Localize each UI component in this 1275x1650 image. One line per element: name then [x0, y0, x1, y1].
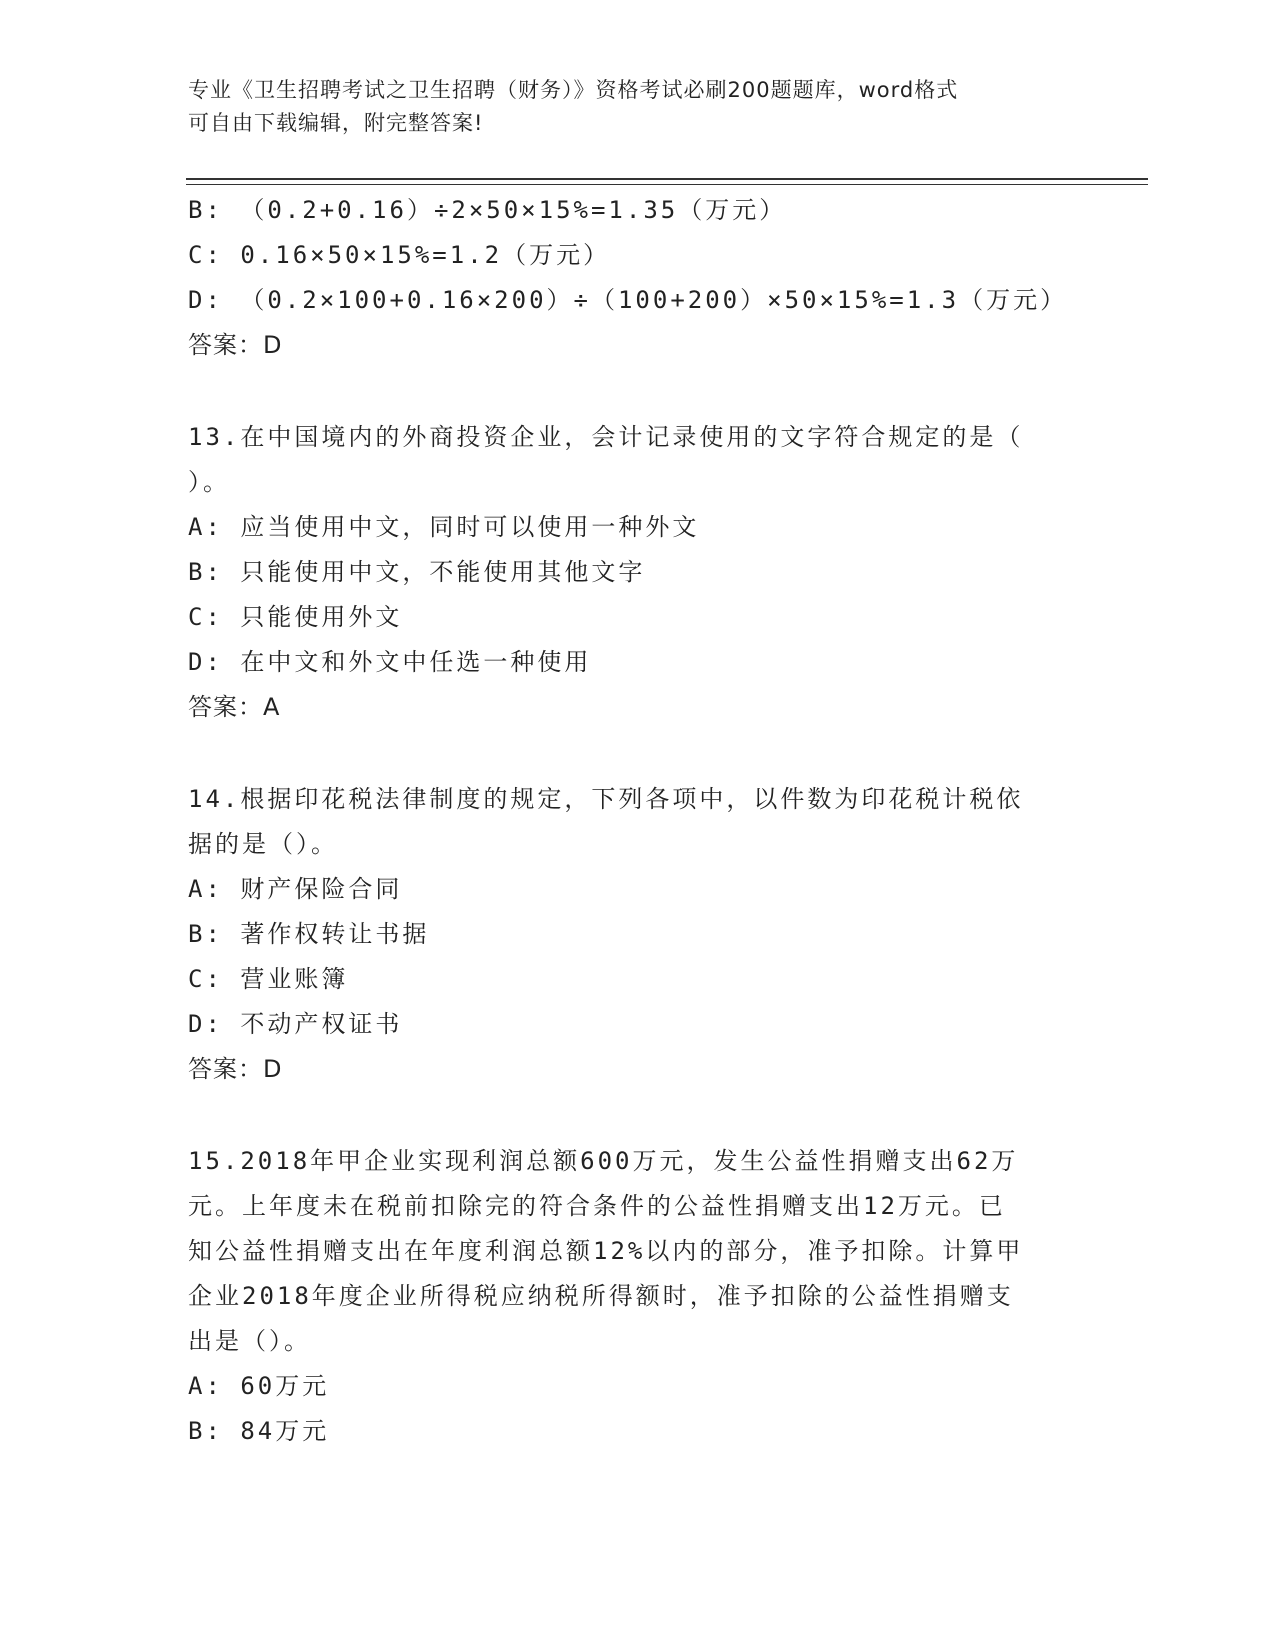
q13-text-line-2: ）。 [188, 468, 230, 496]
q13-text-line-1: 13.在中国境内的外商投资企业，会计记录使用的文字符合规定的是（ [188, 423, 1024, 451]
q15-option-b: B: 84万元 [188, 1417, 330, 1445]
q14-answer: 答案：D [188, 1055, 283, 1083]
q12-option-b: B: （0.2+0.16）÷2×50×15%=1.35（万元） [188, 196, 787, 224]
q14-option-a: A: 财产保险合同 [188, 875, 403, 903]
q14-text-line-2: 据的是（）。 [188, 830, 338, 858]
question-content [188, 188, 1088, 1454]
q15-text-line-5: 出是（）。 [188, 1327, 311, 1355]
question-13 [188, 415, 1088, 730]
q13-answer: 答案：A [188, 693, 281, 721]
q15-text-line-2: 元。上年度未在税前扣除完的符合条件的公益性捐赠支出12万元。已 [188, 1192, 1006, 1220]
question-12-tail [188, 188, 1088, 368]
header-title-line-2: 可自由下载编辑，附完整答案! [188, 111, 484, 135]
header-title-line-1: 专业《卫生招聘考试之卫生招聘（财务）》资格考试必刷200题题库，word格式 [188, 78, 959, 102]
header-divider-thick [186, 178, 1148, 180]
q13-option-d: D: 在中文和外文中任选一种使用 [188, 648, 592, 676]
q12-option-c: C: 0.16×50×15%=1.2（万元） [188, 241, 611, 269]
q15-text-line-1: 15.2018年甲企业实现利润总额600万元，发生公益性捐赠支出62万 [188, 1147, 1019, 1175]
q15-text-line-4: 企业2018年度企业所得税应纳税所得额时，准予扣除的公益性捐赠支 [188, 1282, 1014, 1310]
q14-option-d: D: 不动产权证书 [188, 1010, 403, 1038]
q14-option-c: C: 营业账簿 [188, 965, 349, 993]
question-14 [188, 777, 1088, 1092]
header-divider-thin [186, 184, 1148, 185]
spacer [188, 730, 1088, 777]
spacer [188, 1092, 1088, 1139]
q14-text-line-1: 14.根据印花税法律制度的规定，下列各项中，以件数为印花税计税依 [188, 785, 1024, 813]
q15-option-a: A: 60万元 [188, 1372, 330, 1400]
q15-text-line-3: 知公益性捐赠支出在年度利润总额12%以内的部分，准予扣除。计算甲 [188, 1237, 1024, 1265]
q13-option-a: A: 应当使用中文，同时可以使用一种外文 [188, 513, 700, 541]
spacer [188, 368, 1088, 415]
q14-option-b: B: 著作权转让书据 [188, 920, 430, 948]
q13-option-b: B: 只能使用中文，不能使用其他文字 [188, 558, 646, 586]
q12-option-d: D: （0.2×100+0.16×200）÷（100+200）×50×15%=1.3（万元） [188, 286, 1068, 314]
document-header [188, 74, 1068, 140]
q12-answer: 答案：D [188, 331, 283, 359]
question-15 [188, 1139, 1088, 1454]
q13-option-c: C: 只能使用外文 [188, 603, 403, 631]
